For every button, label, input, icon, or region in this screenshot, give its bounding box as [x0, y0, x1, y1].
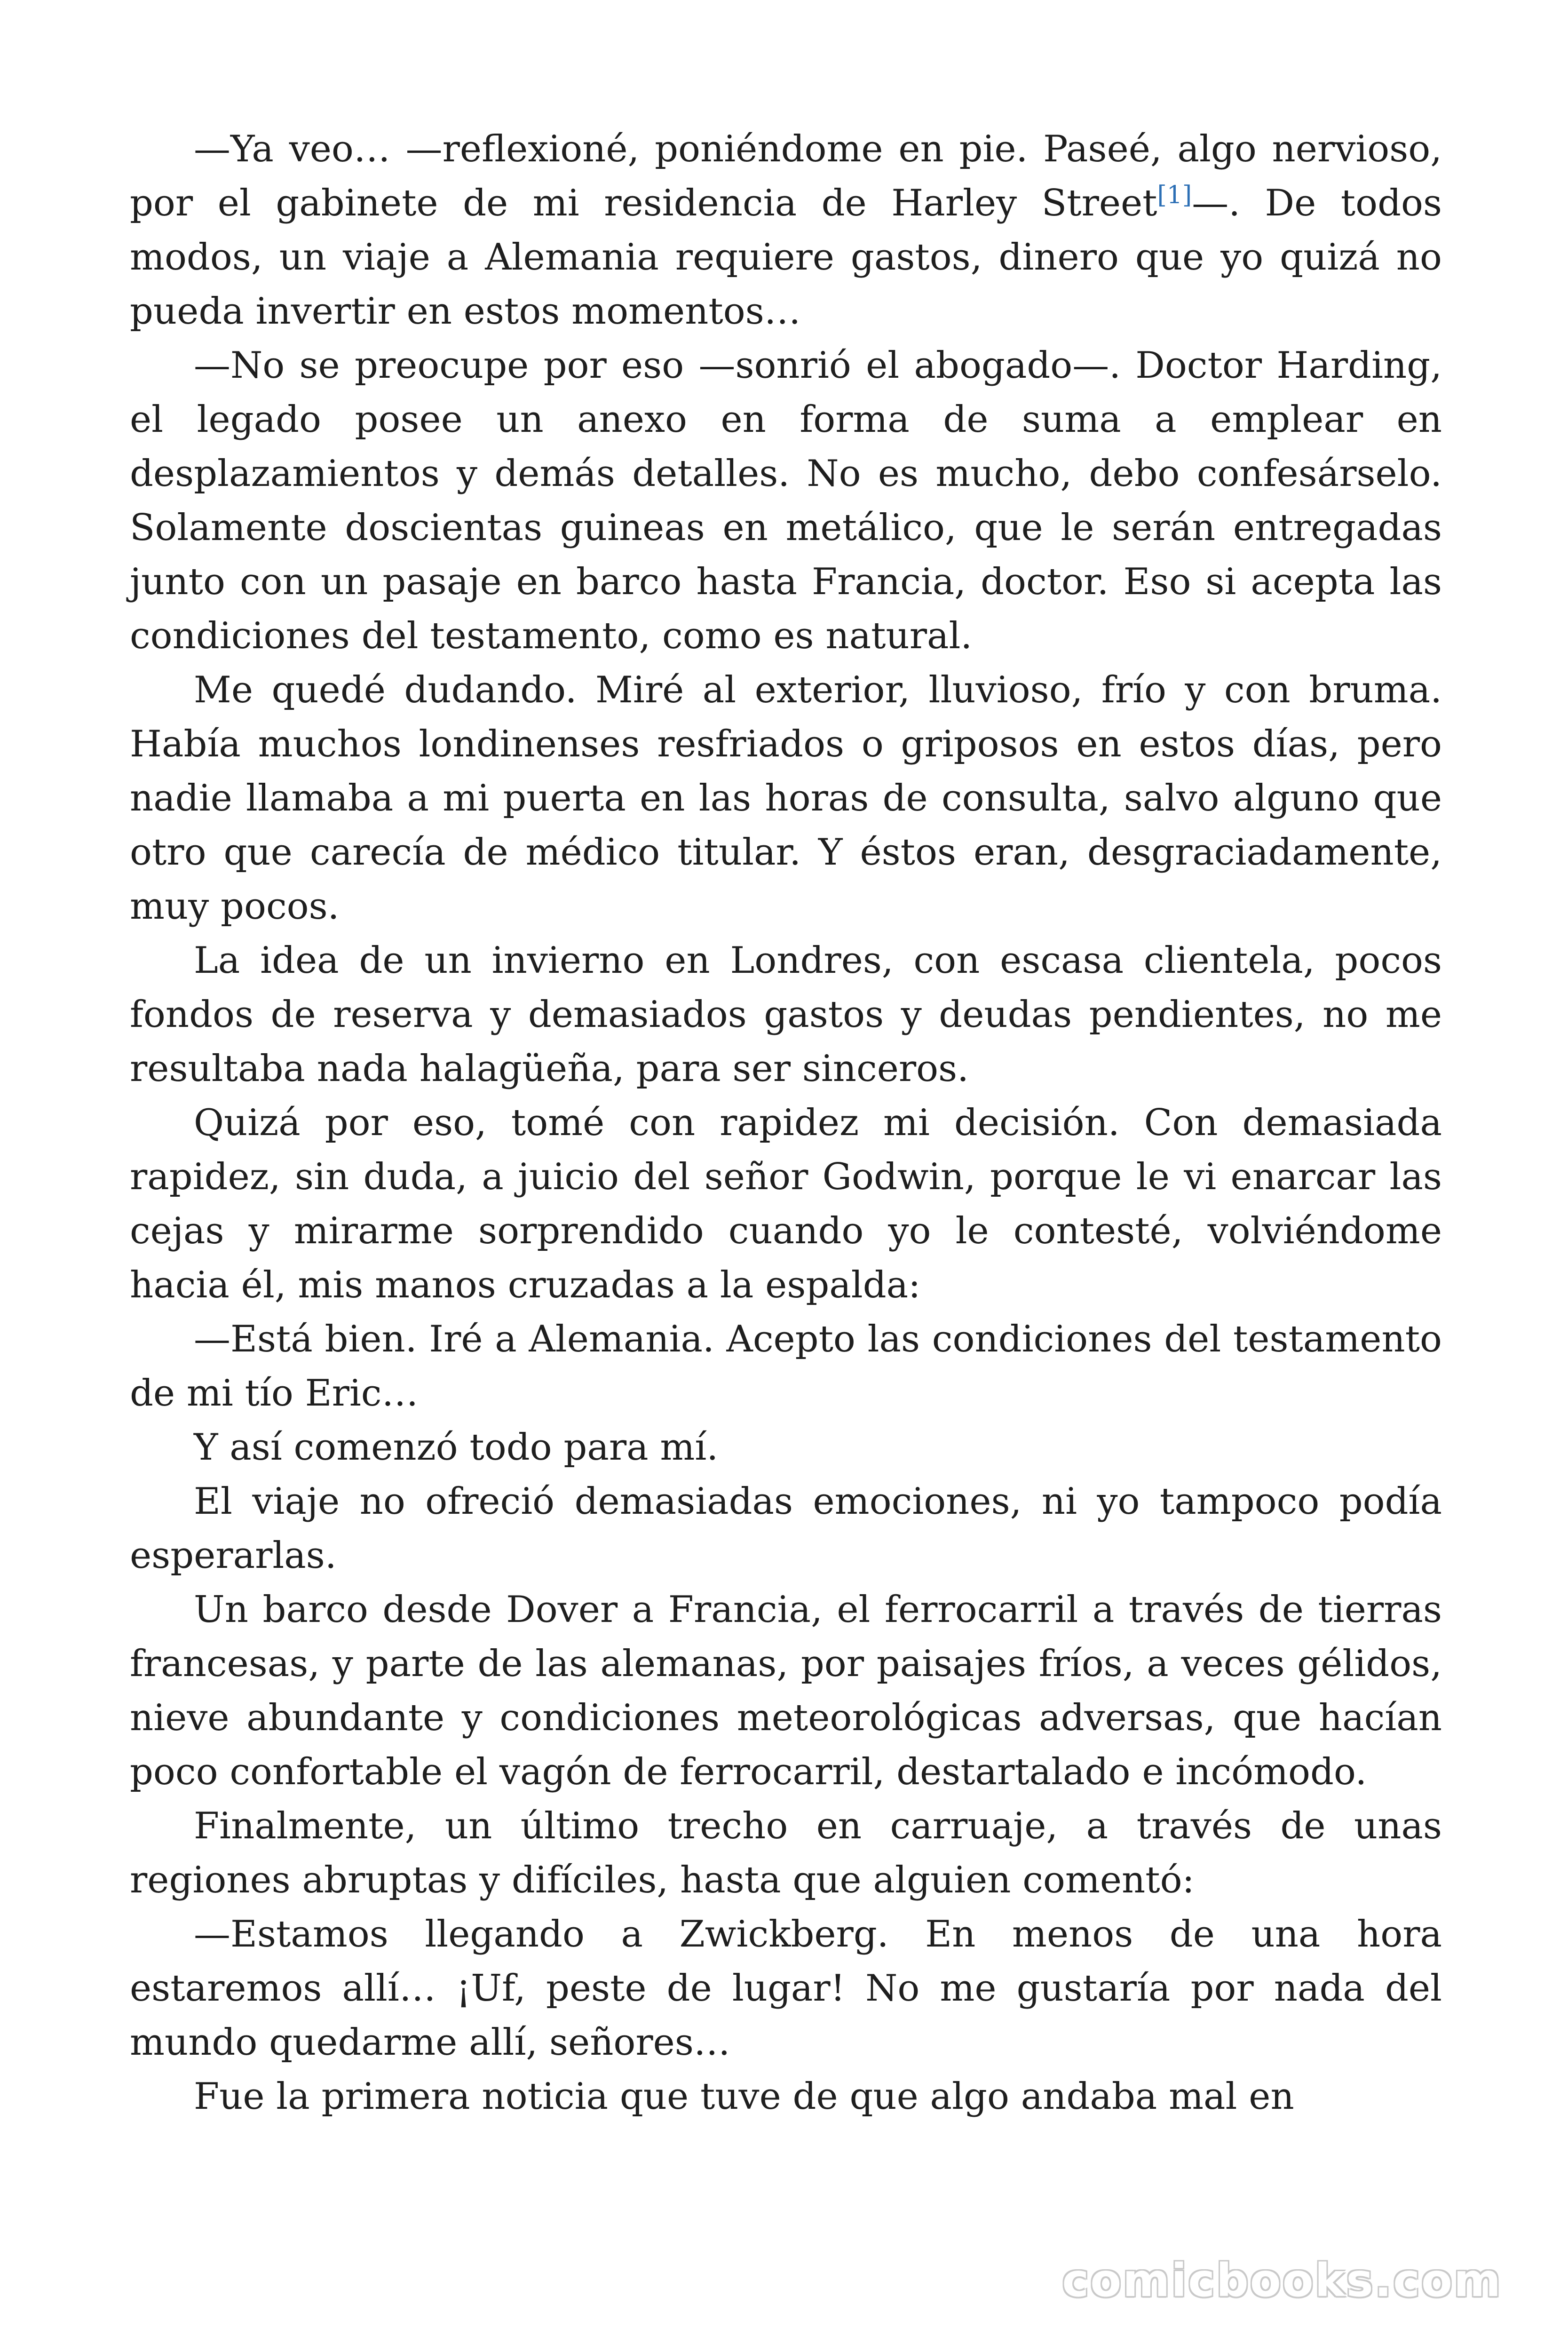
paragraph-4: La idea de un invierno en Londres, con escasa clientela, pocos fondos de reserva y demasiados gastos y deudas pendientes, no me resultaba nada halagüeña, para ser sinceros. [130, 939, 1442, 1090]
paragraph-9: Un barco desde Dover a Francia, el ferrocarril a través de tierras francesas, y parte de las alemanas, por paisajes fríos, a veces gélidos, nieve abundante y condiciones meteorológicas adversas, que hacían poco confortable el vagón de ferrocarril, destartalado e incómodo. [130, 1589, 1442, 1793]
paragraph-1-text-before: —Ya veo… —reflexioné, poniéndome en pie. Paseé, algo nervioso, por el gabinete de mi residencia de Harley Street [130, 128, 1442, 224]
paragraph-1-text-after: —. De todos modos, un viaje a Alemania requiere gastos, dinero que yo quizá no pueda invertir en estos momentos… [130, 182, 1442, 333]
page-body [130, 122, 1442, 2124]
paragraph-11: —Estamos llegando a Zwickberg. En menos de una hora estaremos allí… ¡Uf, peste de lugar! No me gustaría por nada del mundo quedarme allí, señores… [130, 1913, 1442, 2064]
footnote-link[interactable]: [1] [1157, 181, 1192, 209]
paragraph-3: Me quedé dudando. Miré al exterior, lluvioso, frío y con bruma. Había muchos londinenses resfriados o griposos en estos días, pero nadie llamaba a mi puerta en las horas de consulta, salvo alguno que otro que carecía de médico titular. Y éstos eran, desgraciadamente, muy pocos. [130, 669, 1442, 928]
paragraph-8: El viaje no ofreció demasiadas emociones, ni yo tampoco podía esperarlas. [130, 1480, 1442, 1577]
paragraph-10: Finalmente, un último trecho en carruaje, a través de unas regiones abruptas y difíciles, hasta que alguien comentó: [130, 1805, 1442, 1901]
watermark: comicbooks.com [1062, 2254, 1502, 2307]
paragraph-1 [130, 122, 1442, 339]
paragraph-12: Fue la primera noticia que tuve de que algo andaba mal en [194, 2075, 1294, 2118]
paragraph-7: Y así comenzó todo para mí. [194, 1426, 719, 1469]
paragraph-2: —No se preocupe por eso —sonrió el abogado—. Doctor Harding, el legado posee un anexo en forma de suma a emplear en desplazamientos y demás detalles. No es mucho, debo confesárselo. Solamente doscientas guineas en metálico, que le serán entregadas junto con un pasaje en barco hasta Francia, doctor. Eso si acepta las condiciones del testamento, como es natural. [130, 344, 1442, 657]
paragraph-6: —Está bien. Iré a Alemania. Acepto las condiciones del testamento de mi tío Eric… [130, 1318, 1442, 1414]
paragraph-5: Quizá por eso, tomé con rapidez mi decisión. Con demasiada rapidez, sin duda, a juicio del señor Godwin, porque le vi enarcar las cejas y mirarme sorprendido cuando yo le contesté, volviéndome hacia él, mis manos cruzadas a la espalda: [130, 1102, 1442, 1306]
